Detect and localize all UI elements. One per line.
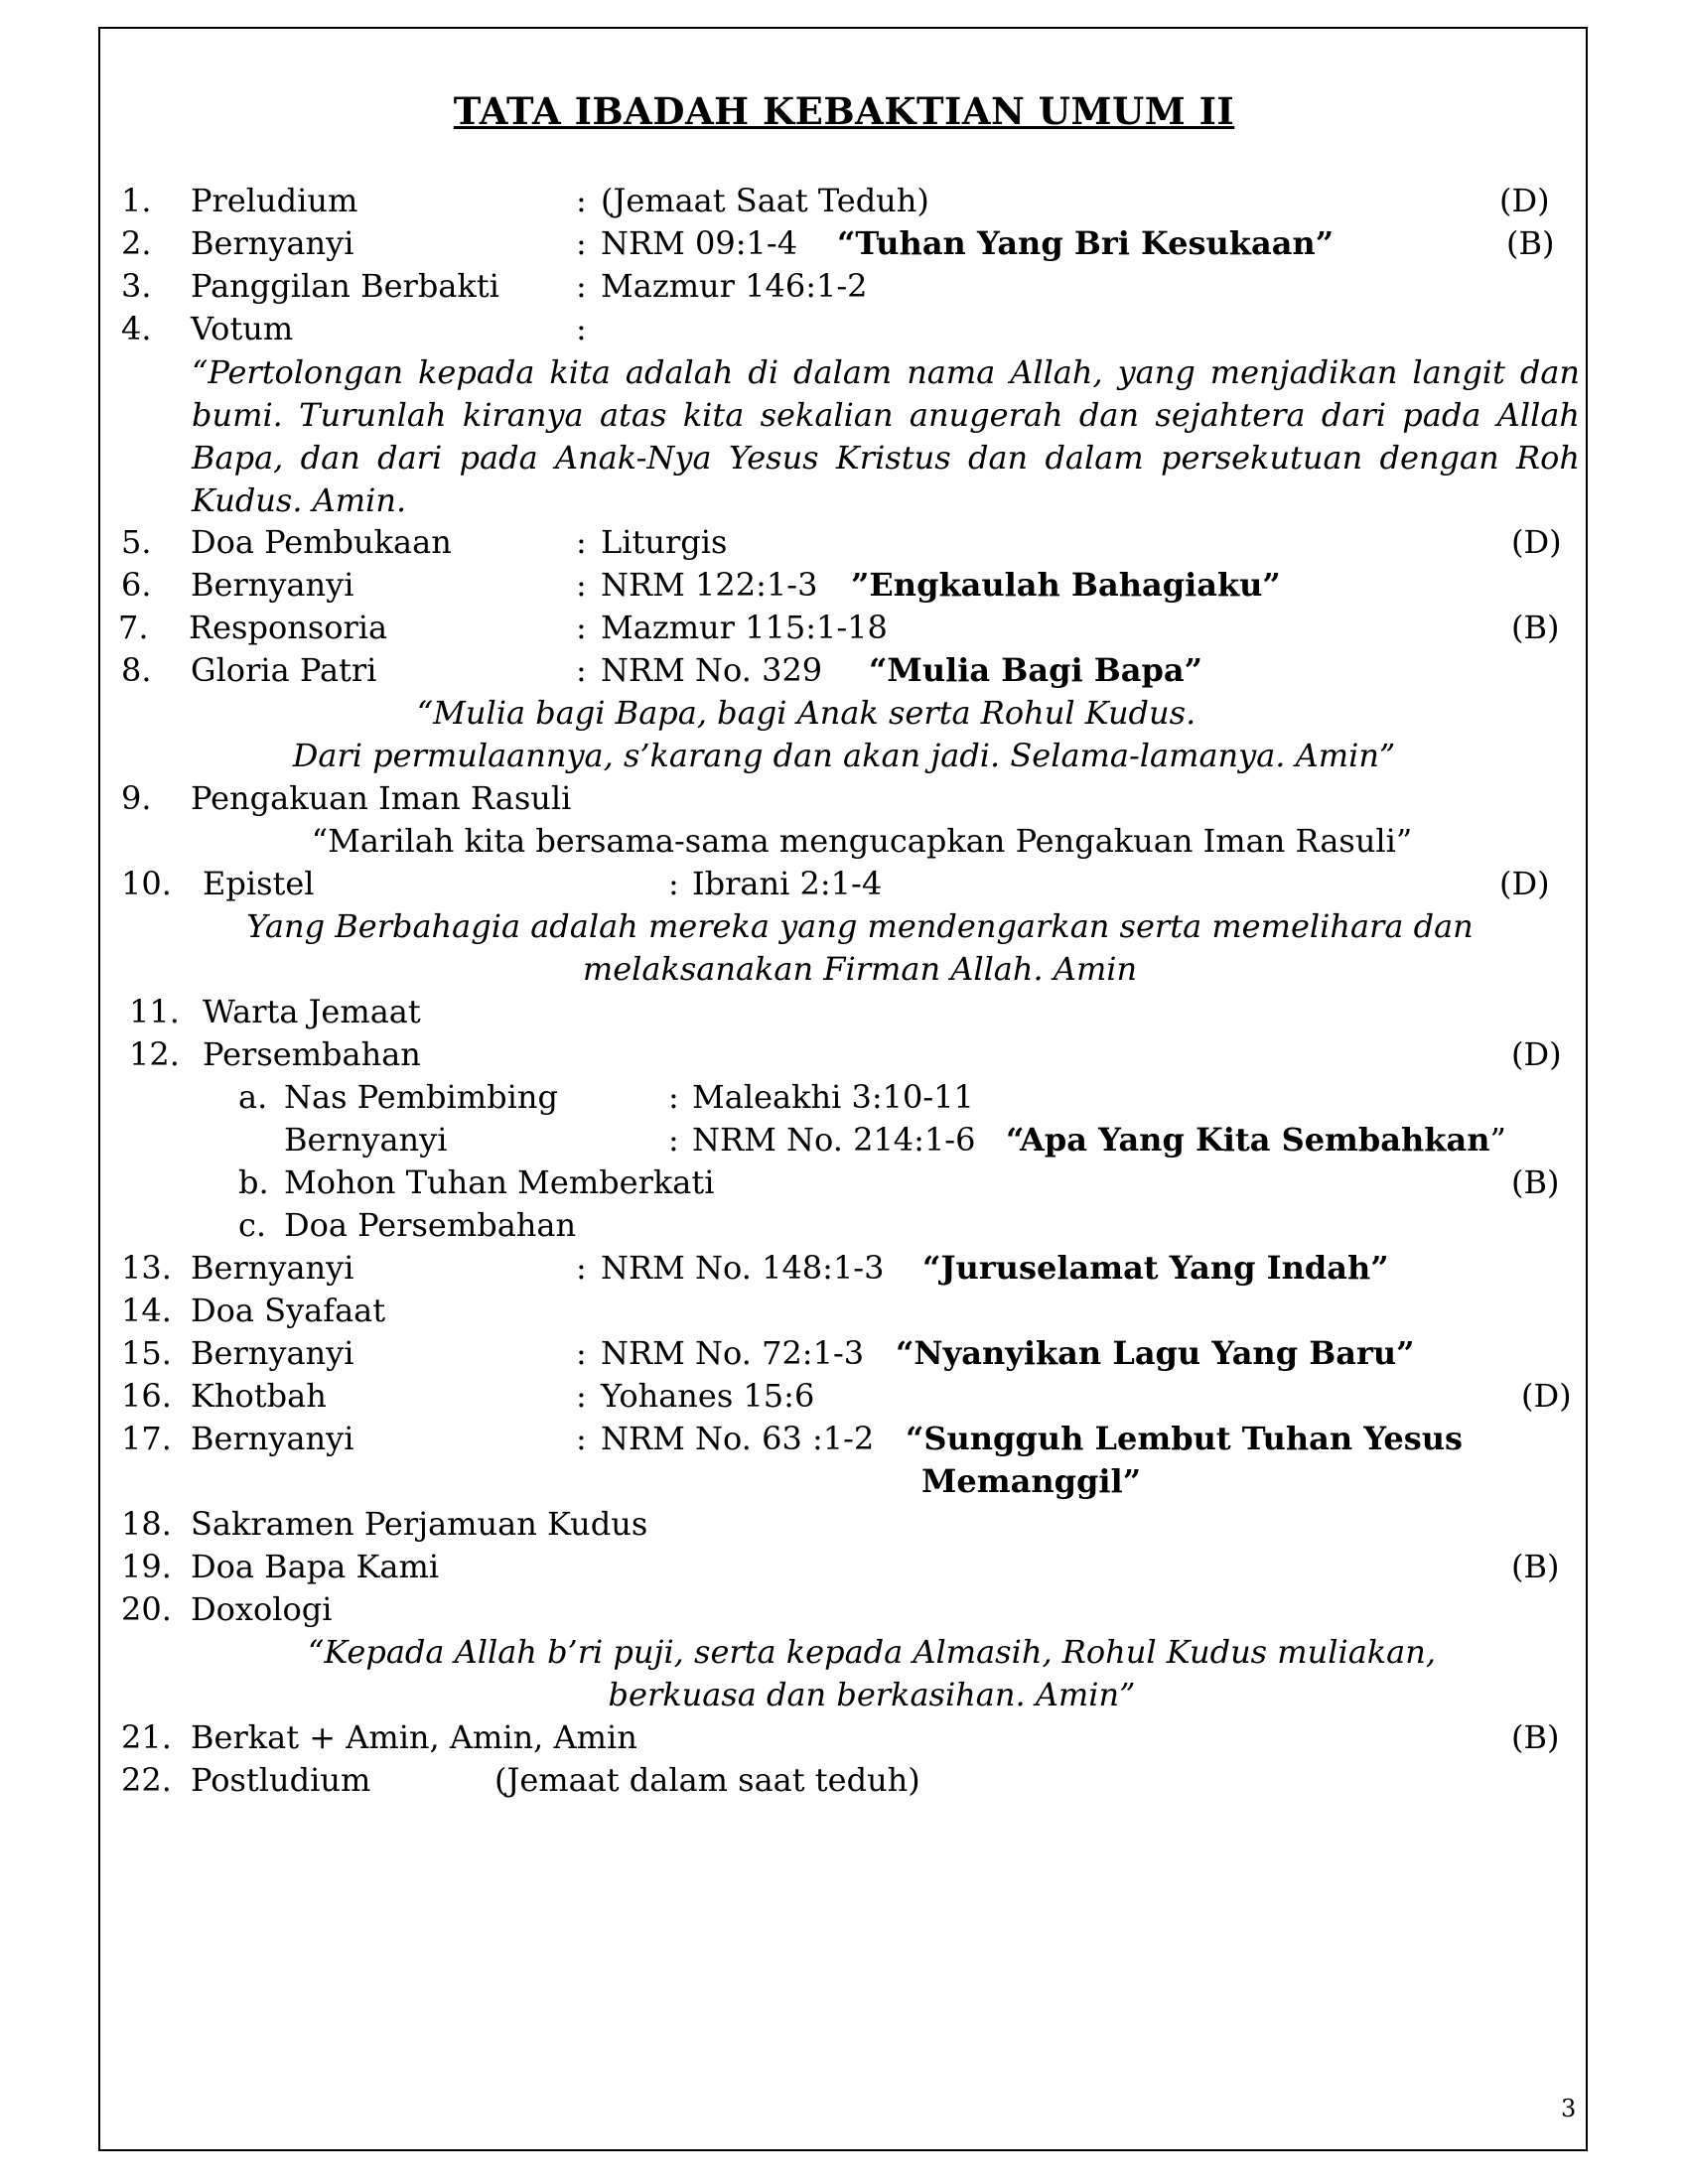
creed-line: “Marilah kita bersama-sama mengucapkan Pengakuan Iman Rasuli” — [311, 822, 1413, 860]
sub-item-letter: c. — [238, 1206, 267, 1244]
role-marker: (B) — [1511, 1548, 1560, 1585]
item-label: Warta Jemaat — [203, 993, 421, 1030]
item-label: Panggilan Berbakti — [191, 267, 499, 305]
item-detail: (Jemaat Saat Teduh) — [601, 182, 929, 219]
item-separator: : — [576, 523, 587, 561]
item-separator: : — [576, 224, 587, 262]
item-label: Khotbah — [191, 1377, 327, 1415]
doxologi-line-1: “Kepada Allah b’ri puji, serta kepada Almasih, Rohul Kudus muliakan, — [307, 1633, 1437, 1671]
item-label: Berkat + Amin, Amin, Amin — [191, 1718, 637, 1756]
epistel-line-1: Yang Berbahagia adalah mereka yang mendengarkan serta memelihara dan — [246, 907, 1474, 945]
item-number: 11. — [129, 993, 180, 1030]
role-marker: (D) — [1499, 182, 1550, 219]
role-marker: (B) — [1506, 224, 1555, 262]
song-title-continued: Memanggil” — [921, 1462, 1142, 1500]
item-label: Postludium — [191, 1761, 371, 1799]
item-separator: : — [668, 865, 679, 902]
song-title: “Sungguh Lembut Tuhan Yesus — [906, 1420, 1464, 1457]
item-separator: : — [576, 651, 587, 689]
gloria-line-1: “Mulia bagi Bapa, bagi Anak serta Rohul Kudus. — [416, 694, 1196, 732]
item-label: Persembahan — [203, 1035, 421, 1073]
item-number: 13. — [121, 1249, 172, 1287]
item-number: 5. — [121, 523, 152, 561]
item-separator: : — [576, 1420, 587, 1457]
item-detail: Yohanes 15:6 — [601, 1377, 815, 1415]
sub-item-label: Mohon Tuhan Memberkati — [284, 1163, 715, 1201]
item-detail: NRM No. 72:1-3 — [601, 1334, 865, 1372]
page-number: 3 — [1561, 2095, 1577, 2122]
item-detail: (Jemaat dalam saat teduh) — [494, 1761, 920, 1799]
song-title: “Nyanyikan Lagu Yang Baru” — [896, 1334, 1415, 1372]
item-separator: : — [576, 182, 587, 219]
song-title: ”Engkaulah Bahagiaku” — [851, 566, 1281, 604]
item-label: Doa Bapa Kami — [191, 1548, 440, 1585]
item-number: 16. — [121, 1377, 172, 1415]
song-close-quote: ” — [1489, 1121, 1506, 1159]
song-title: “Apa Yang Kita Sembahkan — [1006, 1121, 1490, 1159]
votum-text: “Pertolongan kepada kita adalah di dalam nama Allah, yang menjadikan langit dan bumi. Turunlah kiranya atas kita sekalian anugerah dan sejahtera dari pada Allah Bapa, dan dari pada Anak-Nya Yesus Kristus dan dalam persekutuan dengan Roh Kudus. Amin. — [192, 353, 1580, 519]
item-separator: : — [576, 1249, 587, 1287]
role-marker: (B) — [1511, 609, 1560, 646]
item-detail: NRM No. 63 :1-2 — [601, 1420, 875, 1457]
page-title: TATA IBADAH KEBAKTIAN UMUM II — [453, 89, 1235, 133]
sub-item-letter: b. — [238, 1163, 269, 1201]
item-label: Bernyanyi — [191, 1420, 354, 1457]
role-marker: (D) — [1511, 523, 1562, 561]
item-detail: NRM No. 329 — [601, 651, 823, 689]
item-number: 15. — [121, 1334, 172, 1372]
song-title: “Tuhan Yang Bri Kesukaan” — [837, 224, 1335, 262]
item-separator: : — [576, 1334, 587, 1372]
role-marker: (D) — [1499, 865, 1550, 902]
item-label: Bernyanyi — [191, 1249, 354, 1287]
item-number: 3. — [121, 267, 152, 305]
item-separator: : — [576, 609, 587, 646]
item-label: Epistel — [203, 865, 315, 902]
item-number: 18. — [121, 1505, 172, 1543]
item-number: 20. — [121, 1590, 172, 1628]
epistel-line-2: melaksanakan Firman Allah. Amin — [582, 950, 1138, 988]
item-number: 9. — [121, 779, 152, 817]
item-label: Preludium — [191, 182, 358, 219]
item-detail: Ibrani 2:1-4 — [692, 865, 883, 902]
item-label: Gloria Patri — [191, 651, 377, 689]
item-number: 12. — [129, 1035, 180, 1073]
doxologi-line-2: berkuasa dan berkasihan. Amin” — [608, 1676, 1136, 1713]
item-label: Bernyanyi — [191, 566, 354, 604]
item-label: Doa Pembukaan — [191, 523, 452, 561]
role-marker: (D) — [1511, 1035, 1562, 1073]
item-number: 17. — [121, 1420, 172, 1457]
gloria-line-2: Dari permulaannya, s’karang dan akan jadi. Selama-lamanya. Amin” — [292, 737, 1396, 774]
item-number: 7. — [118, 609, 149, 646]
item-label: Sakramen Perjamuan Kudus — [191, 1505, 648, 1543]
item-detail: Liturgis — [601, 523, 728, 561]
item-label: Doxologi — [191, 1590, 333, 1628]
sub-item-label: Nas Pembimbing — [284, 1078, 558, 1116]
item-label: Bernyanyi — [191, 224, 354, 262]
sub-item-label: Doa Persembahan — [284, 1206, 577, 1244]
item-number: 21. — [121, 1718, 172, 1756]
role-marker: (B) — [1511, 1163, 1560, 1201]
item-detail: Maleakhi 3:10-11 — [692, 1078, 974, 1116]
role-marker: (B) — [1511, 1718, 1560, 1756]
item-detail: NRM 122:1-3 — [601, 566, 818, 604]
song-title: “Juruselamat Yang Indah” — [922, 1249, 1389, 1287]
item-label: Doa Syafaat — [191, 1292, 386, 1329]
item-detail: NRM 09:1-4 — [601, 224, 798, 262]
item-number: 6. — [121, 566, 152, 604]
item-separator: : — [576, 267, 587, 305]
item-label: Votum — [191, 310, 294, 347]
item-number: 1. — [121, 182, 152, 219]
song-title: “Mulia Bagi Bapa” — [869, 651, 1203, 689]
item-number: 19. — [121, 1548, 172, 1585]
item-number: 2. — [121, 224, 152, 262]
sub-item-letter: a. — [238, 1078, 268, 1116]
item-number: 22. — [121, 1761, 172, 1799]
item-label: Bernyanyi — [191, 1334, 354, 1372]
song-line — [1006, 1120, 1506, 1160]
item-separator: : — [668, 1078, 679, 1116]
item-detail: NRM No. 148:1-3 — [601, 1249, 885, 1287]
item-separator: : — [576, 1377, 587, 1415]
item-number: 4. — [121, 310, 152, 347]
item-number: 10. — [121, 865, 172, 902]
item-label: Pengakuan Iman Rasuli — [191, 779, 572, 817]
item-separator: : — [576, 566, 587, 604]
item-detail: Mazmur 146:1-2 — [601, 267, 868, 305]
item-separator: : — [668, 1121, 679, 1159]
item-label: Responsoria — [189, 609, 388, 646]
item-separator: : — [576, 310, 587, 347]
item-number: 8. — [121, 651, 152, 689]
item-detail: Mazmur 115:1-18 — [601, 609, 888, 646]
role-marker: (D) — [1521, 1377, 1572, 1415]
sub-item-label: Bernyanyi — [284, 1121, 448, 1159]
item-detail: NRM No. 214:1-6 — [692, 1121, 976, 1159]
item-number: 14. — [121, 1292, 172, 1329]
